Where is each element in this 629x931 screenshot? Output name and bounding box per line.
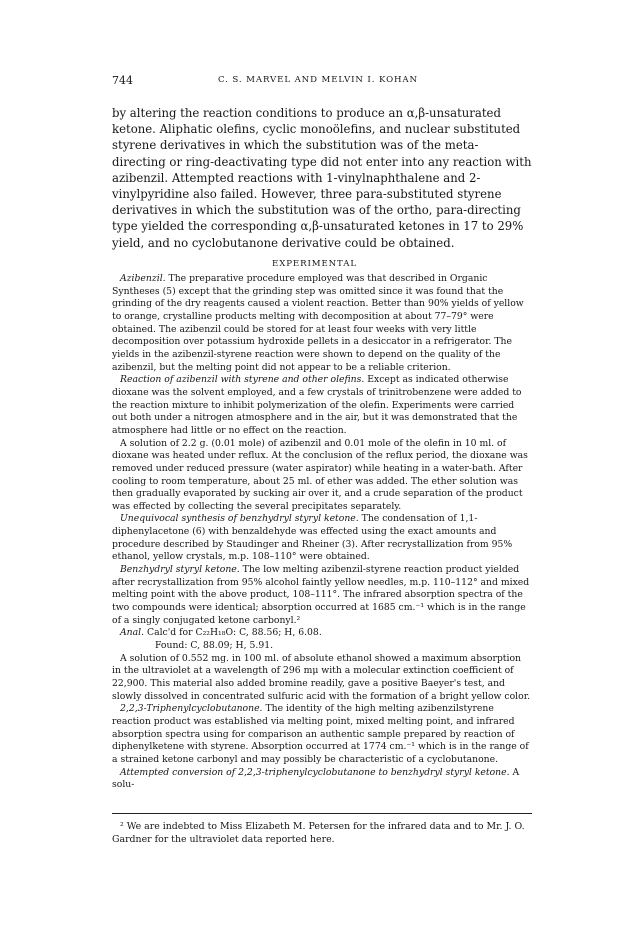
paragraph-reaction: [112, 374, 532, 437]
reaction-title: Reaction of azibenzil with styrene and other olefins.: [120, 374, 365, 386]
experimental-section: [112, 273, 532, 792]
attempted-text: A solu-: [112, 766, 520, 791]
intro-text: by altering the reaction conditions to produce an α,β-unsaturated ketone. Aliphatic olefins, cyclic monoölefins, and nuclear substituted styrene derivatives in which the substitution was of the meta-directing or ring-deactivating type did not enter into any reaction with azibenzil. Attempted reactions with 1-vinylnaphthalene and 2-vinylpyridine also failed. However, three para-substituted styrene derivatives in which the substitution was of the ortho, para-directing type yielded the corresponding α,β-unsaturated ketones in 17 to 29% yield, and no cyclobutanone derivative could be obtained.: [112, 106, 532, 250]
section-heading: EXPERIMENTAL: [272, 259, 357, 269]
paragraph-attempted: [112, 767, 532, 792]
paragraph-benzhydryl: [112, 564, 532, 627]
anal-label: Anal.: [120, 627, 145, 639]
anal-calcd: Calc'd for C₂₂H₁₈O: C, 88.56; H, 6.08.: [144, 627, 322, 639]
attempted-title: Attempted conversion of 2,2,3-triphenylcyclobutanone to benzhydryl styryl ketone.: [120, 766, 510, 778]
azibenzil-text: The preparative procedure employed was that described in Organic Syntheses (5) except that the grinding step was omitted since it was found that the grinding of the dry reagents caused a violent reaction. Better than 90% yields of yellow to orange, crystalline products melting with decomposition at about 77–79° were obtained. The azibenzil could be stored for at least four weeks with very little decomposition over potassium hydroxide pellets in a desiccator in a refrigerator. The yields in the azibenzil-styrene reaction were shown to depend on the quality of the azibenzil, but the melting point did not appear to be a reliable criterion.: [112, 273, 524, 373]
footnote-divider: [112, 813, 532, 814]
intro-paragraph: [112, 105, 532, 251]
footnote: ² We are indebted to Miss Elizabeth M. Petersen for the infrared data and to Mr. J. O. Gardner for the ultraviolet data reported here.: [112, 821, 525, 845]
paragraph-unequivocal: [112, 513, 532, 564]
unequivocal-text: The condensation of 1,1-diphenylacetone (6) with benzaldehyde was effected using the exact amounts and procedure described by Staudinger and Rheiner (3). After recrystallization from 95% ethanol, yellow crystals, m.p. 108–110° were obtained.: [112, 513, 513, 563]
cyclo-title: 2,2,3-Triphenylcyclobutanone.: [120, 703, 263, 715]
benzhydryl-title: Benzhydryl styryl ketone.: [120, 564, 240, 576]
paragraph-solution: A solution of 2.2 g. (0.01 mole) of azibenzil and 0.01 mole of the olefin in 10 ml. of dioxane was heated under reflux. At the conclusion of the reflux period, the dioxane was removed under reduced pressure (water aspirator) while heating in a water-bath. After cooling to room temperature, about 25 ml. of ether was added. The ether solution was then gradually evaporated by sucking air over it, and a crude separation of the product was effected by collecting the several precipitates separately.: [112, 437, 528, 512]
unequivocal-title: Unequivocal synthesis of benzhydryl styryl ketone.: [120, 513, 359, 525]
paragraph-cyclobutanone: [112, 703, 532, 766]
reaction-text: Except as indicated otherwise dioxane was the solvent employed, and a few crystals of trinitrobenzene were added to the reaction mixture to inhibit polymerization of the olefin. Experiments were carried out both under a nitrogen atmosphere and in the air, but it was demonstrated that the atmosphere had little or no effect on the reaction.: [112, 374, 522, 436]
cyclo-text: The identity of the high melting azibenzilstyrene reaction product was established via melting point, mixed melting point, and infrared absorption spectra using for comparison an authentic sample prepared by reaction of diphenylketene with styrene. Absorption occurred at 1774 cm.⁻¹ which is in the range of a strained ketone carbonyl and may possibly be characteristic of a cyclobutanone.: [112, 703, 529, 765]
page-header: [112, 74, 532, 88]
paragraph-azibenzil: [112, 273, 532, 374]
paragraph-anal: [112, 627, 532, 640]
paragraph-uv: A solution of 0.552 mg. in 100 ml. of absolute ethanol showed a maximum absorption in the ultraviolet at a wavelength of 296 mμ with a molecular extinction coefficient of 22,900. This material also added bromine readily, gave a positive Baeyer's test, and slowly dissolved in concentrated sulfuric acid with the formation of a bright yellow color.: [112, 652, 531, 702]
running-title: C. S. MARVEL AND MELVIN I. KOHAN: [218, 75, 418, 85]
azibenzil-title: Azibenzil.: [120, 273, 166, 284]
page-number: 744: [112, 74, 133, 87]
anal-found: Found: C, 88.09; H, 5.91.: [155, 640, 274, 652]
benzhydryl-text: The low melting azibenzil-styrene reaction product yielded after recrystallization from 95% alcohol faintly yellow needles, m.p. 110–112° and mixed melting point with the above product, 108–111°. The infrared absorption spectra of the two compounds were identical; absorption occurred at 1685 cm.⁻¹ which is in the range of a singly conjugated ketone carbonyl.²: [112, 564, 530, 626]
